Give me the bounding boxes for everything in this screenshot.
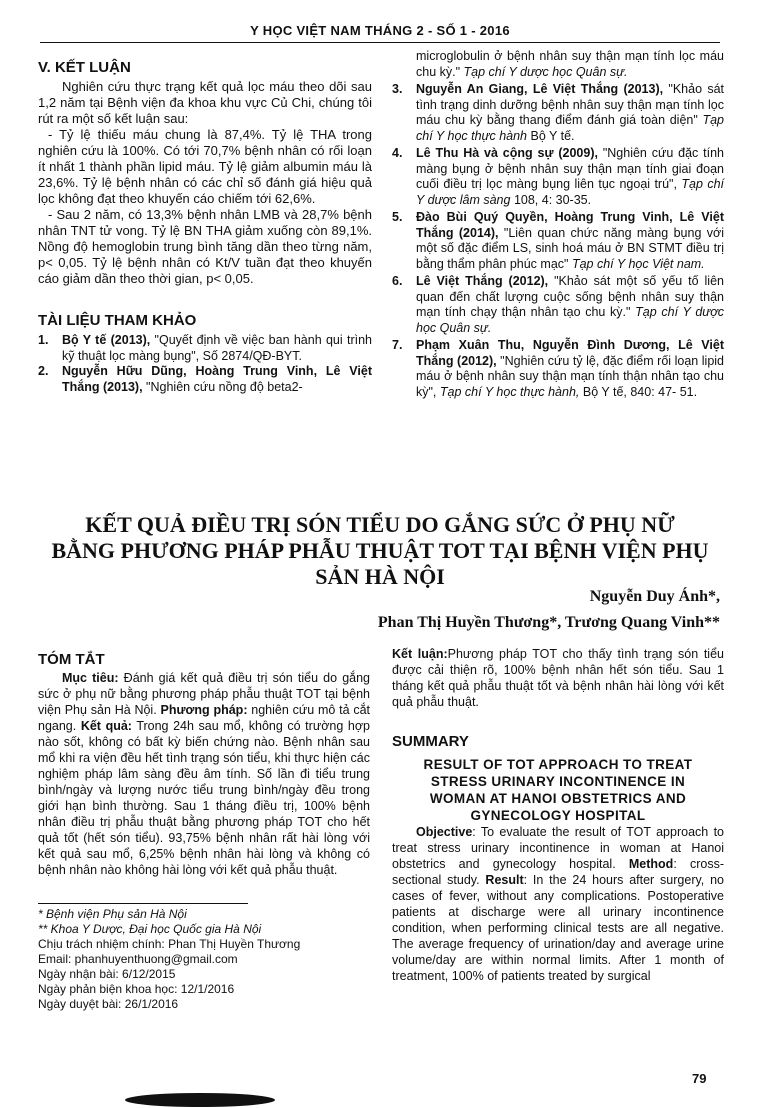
conclusion-paragraph: - Sau 2 năm, có 13,3% bệnh nhân LMB và 28,7% bệnh nhân TNT tử vong. Tỷ lệ BN THA giảm xuống còn 89,1%. Nồng độ hemoglobin trung bình tăng dần theo từng năm, p< 0,05. Tỷ lệ bệnh nhân có Kt/V tuần đạt theo khuyến cáo giảm dần theo thời gian, p< 0,05. (38, 207, 372, 286)
summary-title-line: RESULT OF TOT APPROACH TO TREAT (423, 757, 693, 772)
reference-journal: Tạp chí Y dược lâm sàng (416, 177, 725, 207)
summary-title-line: STRESS URINARY INCONTINENCE IN (430, 774, 686, 789)
reference-number: 4. (392, 146, 403, 160)
summary-title-line: GYNECOLOGY HOSPITAL (470, 808, 646, 823)
abstract-vietnamese (38, 652, 370, 878)
abstract-text: nghiên cứu mô tả cắt ngang. (38, 703, 370, 733)
footnote-reviewed: Ngày phản biện khoa học: 12/1/2016 (38, 982, 235, 996)
reference-item (392, 338, 724, 400)
header-rule (40, 42, 720, 43)
summary-heading: SUMMARY (392, 733, 469, 750)
page-number: 79 (692, 1071, 707, 1086)
article-title (30, 512, 730, 590)
footnote-rule (38, 903, 248, 904)
summary-text: : In the 24 hours after surgery, no cases of fever, without any complications. Postoperative patients at discharge were all urinary incontinence condition, when performing clinical tests are all negative. The average frequency of urination/day and average urine volume/day are within normal limits. After 1 month of treatment, 100% of patients treated by surgical (392, 873, 725, 983)
reference-text: microglobulin ở bệnh nhân suy thận mạn tính lọc máu chu kỳ." (416, 49, 724, 79)
reference-item (392, 274, 724, 336)
reference-authors: Nguyễn Hữu Dũng, Hoàng Trung Vinh, Lê Việt Thắng (2013), (62, 364, 372, 394)
footnote-email: Email: phanhuyenthuong@gmail.com (38, 952, 238, 966)
reference-authors: Đào Bùi Quý Quyền, Hoàng Trung Vinh, Lê Việt Thắng (2014), (416, 210, 724, 240)
reference-authors: Nguyễn An Giang, Lê Việt Thắng (2013), (416, 82, 664, 96)
reference-item (38, 364, 372, 395)
summary-text: : To evaluate the result of TOT approach to treat stress urinary incontinence in woman at Hanoi obstetrics and gynecology hospital. (392, 825, 724, 871)
footnote-corresponding: Chịu trách nhiệm chính: Phan Thị Huyền Thương (38, 937, 301, 951)
abstract-text: Trong 24h sau mổ, không có trường hợp nào sốt, không có bất kỳ biến chứng nào. Bệnh nhân sau mổ khi ra viện đều hết tình trạng són tiểu, khi thực hiện các nghiệm pháp lâm sàng đều âm tính. Số lần đi tiểu trung bình/ngày và lượng nước tiểu trung bình/ngày đều trong giới hạn bình thường. Sau 1 tháng điều trị, 100% bệnh nhân điều trị phẫu thuật bằng phương pháp TOT cho hết quả tốt (hết són tiểu). 93,75% bệnh nhân rất hài lòng với kết quả sau mổ, 6,25% bệnh nhân hài lòng và không có bệnh nhân nào không hài lòng với kết quả phẫu thuật. (38, 719, 370, 877)
reference-authors: Bộ Y tế (2013), (62, 333, 151, 347)
reference-journal: Tạp chí Y dược học Quân sự. (463, 64, 628, 79)
scan-blot (125, 1093, 275, 1107)
reference-text: "Nghiên cứu đặc tính màng bụng ở bệnh nhân suy thận mạn tính giai đoạn cuối điều trị lọc màng bụng liên tục ngoại trú", (416, 146, 725, 191)
author-line: Phan Thị Huyền Thương*, Trương Quang Vinh** (377, 614, 720, 631)
reference-number: 7. (392, 338, 403, 352)
reference-tail: 108, 4: 30-35. (510, 192, 592, 207)
reference-number: 1. (38, 333, 49, 347)
summary-title (392, 756, 724, 824)
conclusion-heading: V. KẾT LUẬN (38, 59, 131, 76)
reference-authors: Lê Thu Hà và cộng sự (2009), (416, 146, 598, 160)
footnote-affiliation: ** Khoa Y Dược, Đại học Quốc gia Hà Nội (38, 922, 262, 936)
summary-label: Method (628, 857, 674, 871)
reference-authors: Lê Việt Thắng (2012), (416, 274, 549, 288)
reference-journal: Tạp chí Y học thực hành (416, 113, 724, 143)
right-column-top (392, 49, 724, 400)
abstract-label: Kết luận: (392, 647, 448, 661)
abstract-label: Kết quả: (80, 719, 132, 733)
footnotes (38, 907, 370, 1012)
reference-tail: Bộ Y tế, 840: 47- 51. (579, 384, 698, 399)
reference-item (38, 333, 372, 364)
reference-authors: Phạm Xuân Thu, Nguyễn Đình Dương, Lê Việt Thắng (2012), (416, 338, 724, 368)
abstract-paragraph (392, 646, 724, 710)
summary-label: Objective (416, 825, 473, 839)
reference-continuation (392, 49, 724, 80)
summary-paragraph (392, 824, 724, 984)
conclusion-paragraph: - Tỷ lệ thiếu máu chung là 87,4%. Tỷ lệ THA trong nghiên cứu là 100%. Có tới 70,7% bệnh nhân có rối loạn ít nhất 1 thành phần lipid máu. Tỷ lệ giảm albumin máu là 23,6%. Tỷ lệ bệnh nhân có các chỉ số đánh giá hiệu quả lọc không đạt theo khuyến cáo chiếm tới 62,6%. (38, 127, 372, 206)
reference-text: "Liên quan chức năng màng bụng với một số đặc điểm LS, sinh hoá máu ở BN STMT điều trị bằng thẩm phân phúc mạc" (416, 225, 725, 271)
article-title-line: BẰNG PHƯƠNG PHÁP PHẪU THUẬT TOT TẠI BỆNH VIỆN PHỤ SẢN HÀ NỘI (51, 538, 709, 589)
reference-text: "Khảo sát tình trạng dinh dưỡng bệnh nhân suy thận mạn tính lọc máu chu kỳ bằng thang điểm đánh giá toàn diện" (416, 82, 724, 127)
summary-title-line: WOMAN AT HANOI OBSTETRICS AND (429, 791, 687, 806)
reference-number: 3. (392, 82, 403, 96)
abstract-text: Phương pháp TOT cho thấy tình trạng són tiểu được cải thiện rõ, 100% bệnh nhân hết són tiểu. Sau 1 tháng kết quả phẫu thuật tốt và bệnh nhân hài lòng với kết quả phẫu thuật. (392, 647, 724, 709)
reference-journal: Tạp chí Y học Việt nam. (571, 256, 705, 271)
footnote-accepted: Ngày duyệt bài: 26/1/2016 (38, 997, 179, 1011)
reference-tail: Bộ Y tế. (527, 128, 575, 143)
abstract-label: Mục tiêu: (62, 671, 119, 685)
footnote-received: Ngày nhận bài: 6/12/2015 (38, 967, 176, 981)
reference-journal: Tạp chí Y học thực hành, (439, 384, 580, 399)
reference-item (392, 82, 724, 144)
reference-text: "Nghiên cứu nồng độ beta2- (142, 379, 303, 394)
reference-text: "Khảo sát một số yếu tố liên quan đến chất lượng cuộc sống bệnh nhân suy thận mạn tính chạy thận nhân tạo chu kỳ." (416, 274, 724, 319)
author-line: Nguyễn Duy Ánh*, (589, 588, 720, 605)
footnote-affiliation: * Bệnh viện Phụ sản Hà Nội (38, 907, 187, 921)
reference-journal: Tạp chí Y dược học Quân sự. (416, 305, 724, 335)
summary-label: Result (485, 873, 524, 887)
reference-text: "Quyết định về việc ban hành qui trình kỹ thuật lọc màng bụng", Số 2874/QĐ-BYT. (62, 333, 372, 363)
abstract-label: Phương pháp: (160, 703, 248, 717)
abstract-paragraph (38, 670, 370, 878)
abstract-text: Đánh giá kết quả điều trị són tiểu do gắng sức ở phụ nữ bằng phương pháp phẫu thuật TOT tại bệnh viện Phụ sản Hà Nội. (38, 671, 371, 717)
reference-number: 5. (392, 210, 403, 224)
references-heading: TÀI LIỆU THAM KHẢO (38, 312, 197, 329)
left-column-top (38, 60, 372, 395)
reference-item (392, 210, 724, 272)
conclusion-paragraph: Nghiên cứu thực trạng kết quả lọc máu theo dõi sau 1,2 năm tại Bệnh viện đa khoa khu vực Củ Chi, chúng tôi rút ra một số kết luận sau: (38, 79, 372, 126)
abstract-heading: TÓM TẮT (38, 651, 105, 668)
reference-number: 6. (392, 274, 403, 288)
article-authors (378, 586, 720, 634)
article-title-line: KẾT QUẢ ĐIỀU TRỊ SÓN TIỂU DO GẮNG SỨC Ở PHỤ NỮ (85, 512, 675, 537)
reference-number: 2. (38, 364, 49, 378)
reference-text: "Nghiên cứu tỷ lệ, đặc điểm rối loạn lipid máu ở bệnh nhân suy thận mạn tính thận nhân tạo chu kỳ", (416, 353, 724, 399)
summary-text: : cross-sectional study. (392, 857, 724, 887)
reference-item (392, 146, 724, 208)
right-column-bottom (392, 646, 724, 984)
running-header: Y HỌC VIỆT NAM THÁNG 2 - SỐ 1 - 2016 (250, 23, 510, 38)
